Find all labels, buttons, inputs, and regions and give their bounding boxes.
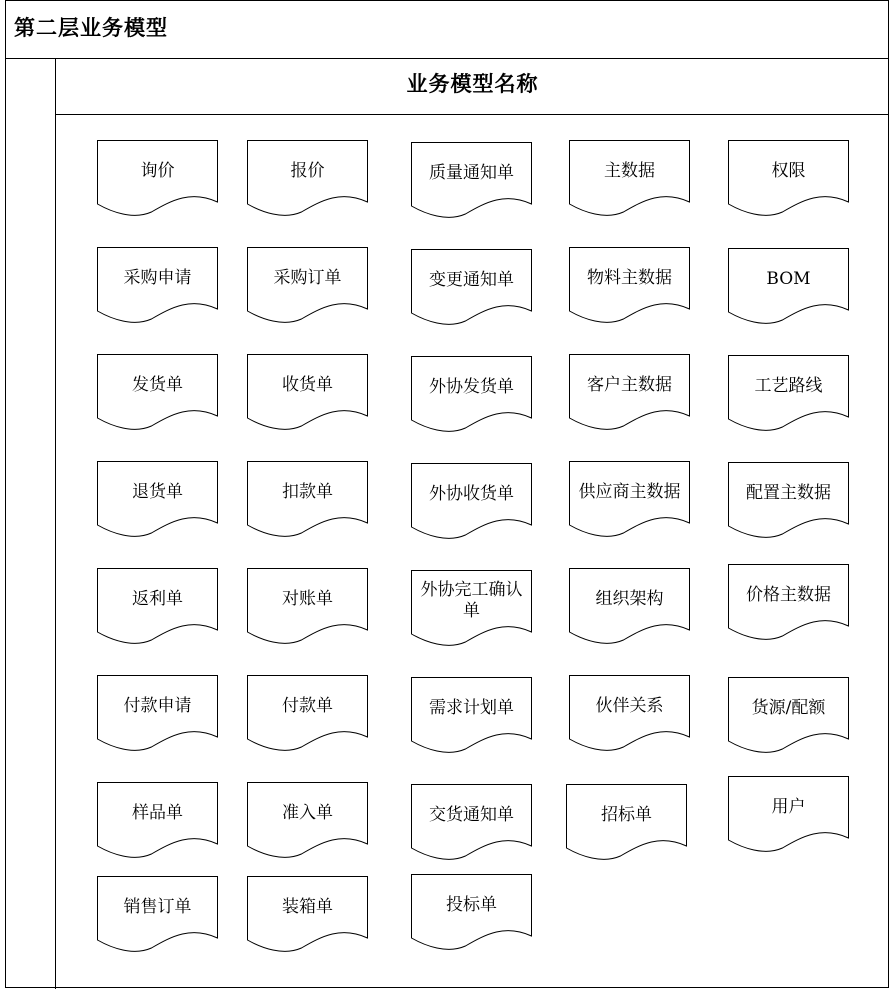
document-shape xyxy=(97,461,218,537)
document-shape xyxy=(97,876,218,952)
document-shape xyxy=(247,876,368,952)
document-shape xyxy=(247,568,368,644)
document-shape xyxy=(569,140,690,216)
document-label: 用户 xyxy=(771,796,806,817)
document-label: 报价 xyxy=(290,160,325,181)
document-label: 配置主数据 xyxy=(746,482,831,503)
document-label: 询价 xyxy=(140,160,175,181)
document-label: 装箱单 xyxy=(282,896,333,917)
lane-divider xyxy=(55,58,56,989)
document-shape xyxy=(97,354,218,430)
document-shape xyxy=(411,784,532,860)
header-divider xyxy=(5,58,889,59)
document-label: 物料主数据 xyxy=(587,267,672,288)
document-shape xyxy=(411,356,532,432)
document-label: 销售订单 xyxy=(123,896,192,917)
document-label: 收货单 xyxy=(282,374,333,395)
document-label: BOM xyxy=(766,268,811,289)
document-shape xyxy=(411,874,532,950)
document-shape xyxy=(728,776,849,852)
document-shape xyxy=(728,248,849,324)
document-label: 投标单 xyxy=(446,894,497,915)
document-shape xyxy=(247,140,368,216)
document-shape xyxy=(569,675,690,751)
document-shape xyxy=(247,354,368,430)
document-shape xyxy=(97,568,218,644)
document-label: 外协完工确认单 xyxy=(420,580,523,621)
document-label: 退货单 xyxy=(132,481,183,502)
document-label: 返利单 xyxy=(132,588,183,609)
document-label: 供应商主数据 xyxy=(578,481,681,502)
document-label: 工艺路线 xyxy=(754,375,823,396)
document-shape xyxy=(97,675,218,751)
document-shape xyxy=(247,782,368,858)
document-shape xyxy=(728,140,849,216)
document-shape xyxy=(247,675,368,751)
document-label: 对账单 xyxy=(282,588,333,609)
document-shape xyxy=(569,461,690,537)
document-label: 权限 xyxy=(771,160,806,181)
document-shape xyxy=(566,784,687,860)
document-shape xyxy=(411,463,532,539)
document-label: 发货单 xyxy=(132,374,183,395)
document-label: 伙伴关系 xyxy=(595,695,664,716)
document-label: 招标单 xyxy=(601,804,652,825)
document-label: 组织架构 xyxy=(595,588,664,609)
document-shape xyxy=(569,354,690,430)
document-label: 准入单 xyxy=(282,802,333,823)
document-shape xyxy=(97,140,218,216)
document-shape xyxy=(97,247,218,323)
document-shape xyxy=(411,142,532,218)
lane-title: 业务模型名称 xyxy=(406,71,539,96)
document-shape xyxy=(569,247,690,323)
document-label: 主数据 xyxy=(604,160,655,181)
document-shape xyxy=(728,462,849,538)
document-shape xyxy=(247,461,368,537)
document-shape xyxy=(728,564,849,640)
document-label: 需求计划单 xyxy=(429,697,514,718)
document-label: 扣款单 xyxy=(282,481,333,502)
document-label: 价格主数据 xyxy=(746,584,831,605)
document-label: 变更通知单 xyxy=(429,269,514,290)
document-shape xyxy=(411,677,532,753)
document-label: 外协发货单 xyxy=(429,376,514,397)
document-shape xyxy=(728,355,849,431)
document-shape xyxy=(247,247,368,323)
document-shape xyxy=(411,570,532,646)
document-label: 交货通知单 xyxy=(429,804,514,825)
document-label: 货源/配额 xyxy=(751,697,826,718)
document-shape xyxy=(569,568,690,644)
document-shape xyxy=(97,782,218,858)
document-label: 采购订单 xyxy=(273,267,342,288)
document-label: 样品单 xyxy=(132,802,183,823)
document-label: 质量通知单 xyxy=(429,162,514,183)
document-label: 付款单 xyxy=(282,695,333,716)
document-label: 采购申请 xyxy=(123,267,192,288)
page-title: 第二层业务模型 xyxy=(14,15,168,40)
document-shape xyxy=(728,677,849,753)
lane-title-divider xyxy=(55,114,889,115)
document-shape xyxy=(411,249,532,325)
document-label: 外协收货单 xyxy=(429,483,514,504)
document-label: 付款申请 xyxy=(123,695,192,716)
document-label: 客户主数据 xyxy=(587,374,672,395)
